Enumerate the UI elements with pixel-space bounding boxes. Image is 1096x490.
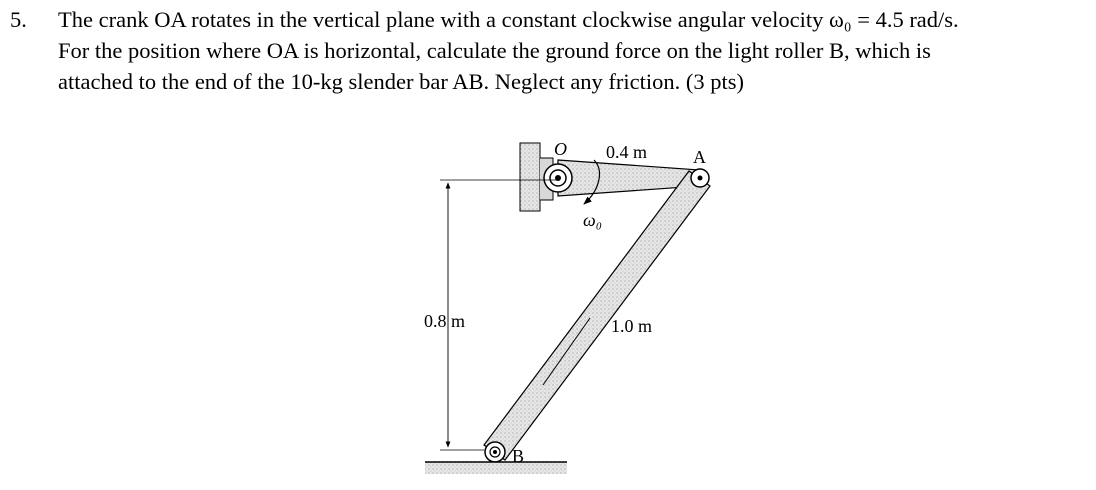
pin-a-icon — [691, 169, 709, 187]
problem-line-1: The crank OA rotates in the vertical plane with a constant clockwise angular velocity ω₀ = 4.5 rad/s. — [58, 7, 959, 32]
problem-line-3: attached to the end of the 10-kg slender bar AB. Neglect any friction. (3 pts) — [58, 69, 745, 94]
roller-b-icon — [485, 442, 505, 462]
dim-height-label: 0.8 m — [424, 311, 466, 331]
dim-ab-label: 1.0 m — [611, 316, 653, 336]
label-o: O — [554, 139, 567, 159]
label-b: B — [512, 446, 525, 466]
label-omega: ω₀ — [583, 210, 602, 230]
problem-number: 5. — [10, 7, 27, 32]
ground — [425, 462, 567, 474]
label-a: A — [693, 147, 706, 167]
dim-oa-label: 0.4 m — [606, 142, 648, 162]
pin-o-icon — [544, 164, 572, 192]
problem-line-2: For the position where OA is horizontal, calculate the ground force on the light roller B, which is — [58, 38, 931, 63]
